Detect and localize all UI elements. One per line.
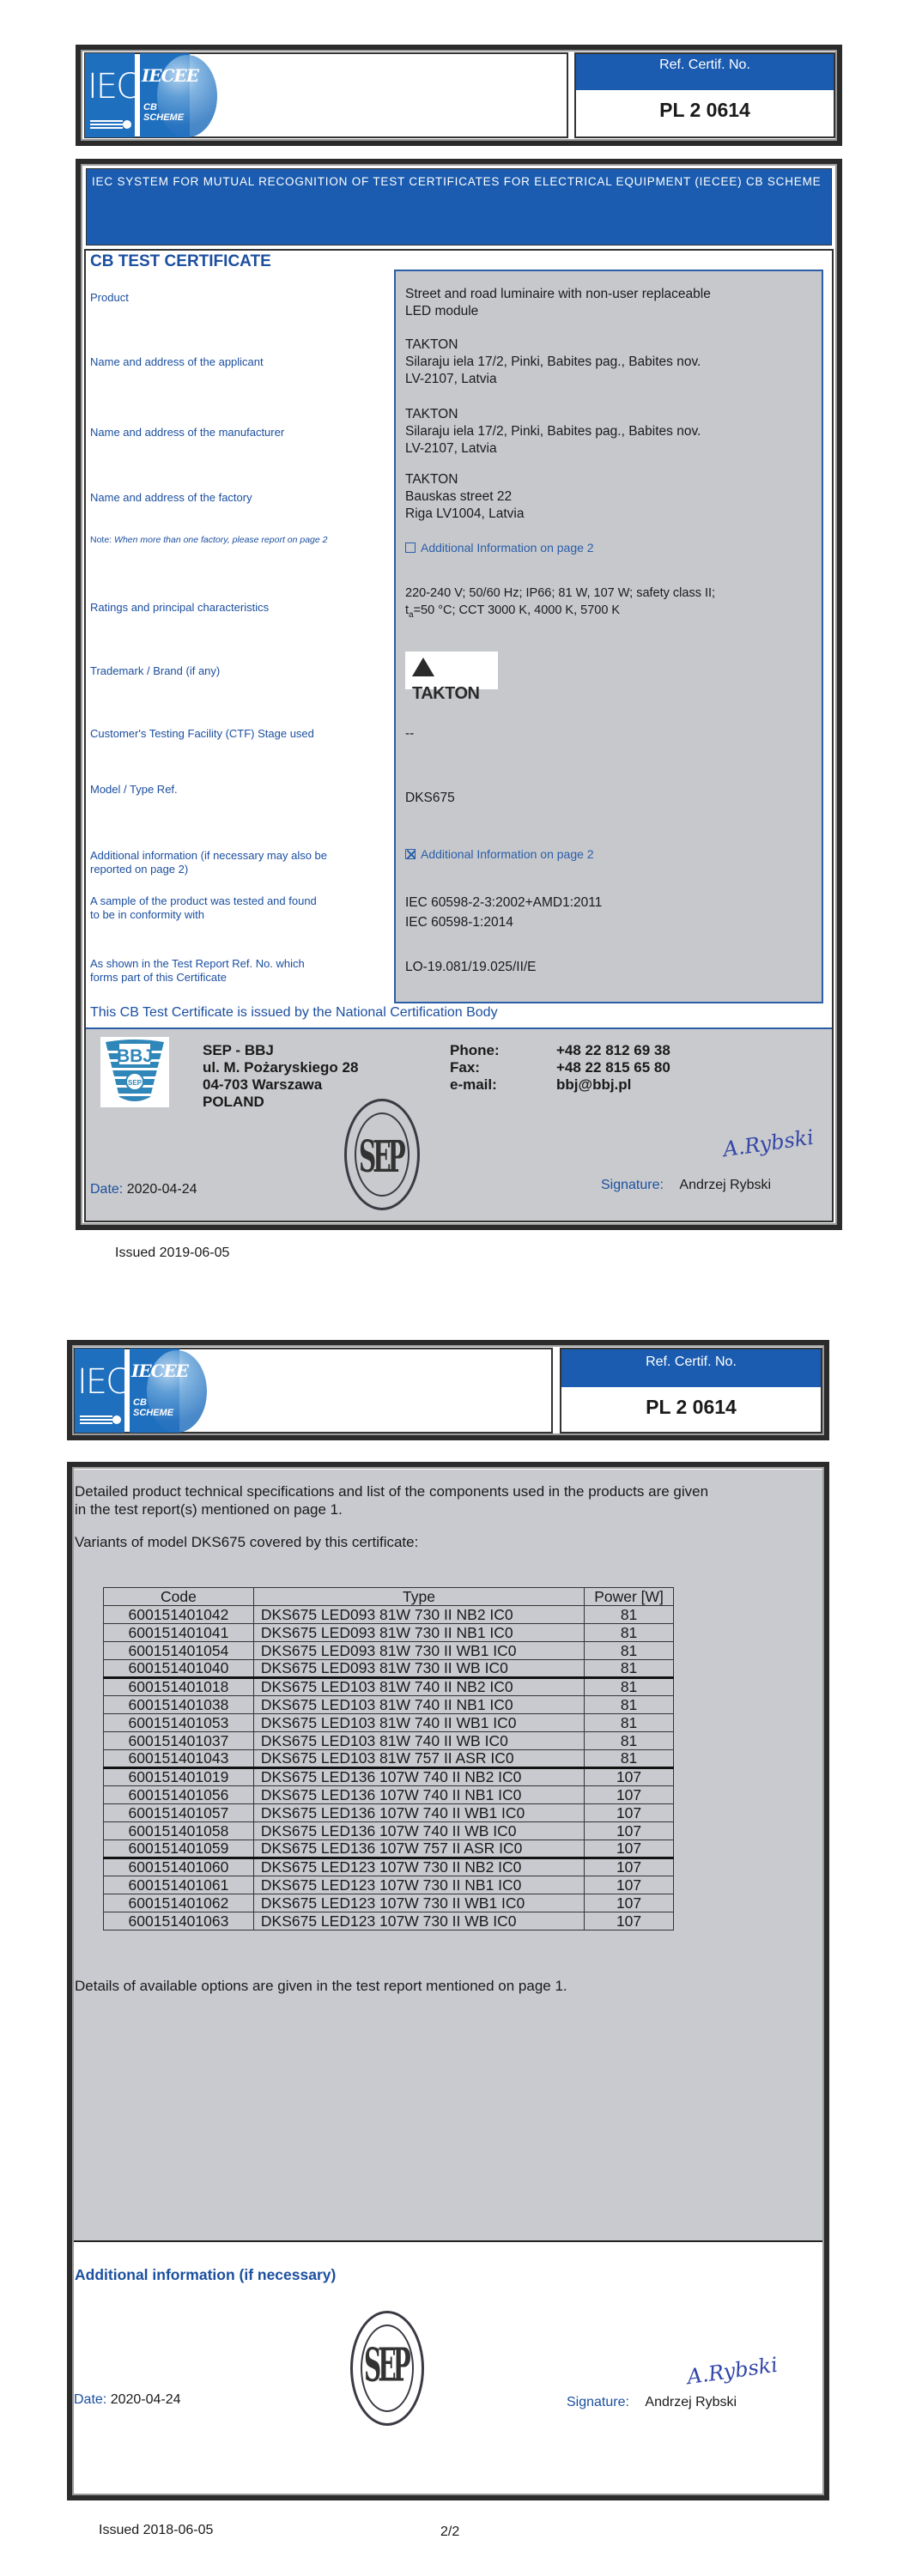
cell-code: 600151401038	[104, 1696, 254, 1714]
conformity-value	[405, 893, 602, 932]
ratings-value-line	[405, 602, 715, 624]
date-value: 2020-04-24	[110, 2392, 181, 2407]
model-label: Model / Type Ref.	[90, 783, 178, 796]
trademark-label: Trademark / Brand (if any)	[90, 664, 221, 677]
cell-power: 107	[585, 1894, 674, 1912]
table-row	[104, 1894, 674, 1912]
takton-brand-logo	[405, 652, 498, 703]
issuer-address-line: POLAND	[203, 1094, 264, 1110]
scheme-banner	[86, 168, 832, 245]
ref-label-band-2	[561, 1349, 821, 1387]
variants-table-header	[104, 1588, 674, 1606]
bbj-logo-sep-text: SEP	[127, 1079, 143, 1087]
iec-logo-text: IEC	[88, 67, 138, 106]
applicant-value-line: TAKTON	[405, 337, 458, 352]
factory-note-prefix: Note:	[90, 535, 112, 545]
factory-note	[90, 533, 328, 547]
factory-additional-info[interactable]	[405, 541, 594, 555]
manufacturer-label: Name and address of the manufacturer	[90, 426, 285, 439]
cell-code: 600151401053	[104, 1714, 254, 1732]
iec-logo-line	[80, 1422, 112, 1424]
test-report-label-line: forms part of this Certificate	[90, 971, 227, 984]
iecee-logo-text: IECEE	[142, 65, 199, 86]
cell-code: 600151401063	[104, 1912, 254, 1930]
manufacturer-value	[405, 406, 701, 458]
cb-logo-text: CB	[133, 1397, 147, 1408]
page2-intro	[75, 1482, 708, 1518]
conformity-label	[90, 894, 382, 922]
ratings-value	[405, 585, 715, 624]
standard-line: IEC 60598-1:2014	[405, 915, 513, 930]
iecee-logo-text: IECEE	[131, 1361, 189, 1381]
cell-type: DKS675 LED136 107W 740 II NB2 IC0	[253, 1768, 584, 1786]
additional-info-label-line: Additional information (if necessary may also be	[90, 849, 328, 862]
takton-triangle-icon	[412, 658, 434, 676]
sep-stamp-2-text: SEP	[364, 2338, 408, 2392]
signature-block	[601, 1178, 771, 1193]
scheme-logo-text: SCHEME	[143, 112, 185, 123]
table-row	[104, 1714, 674, 1732]
cell-type: DKS675 LED123 107W 730 II NB2 IC0	[253, 1858, 584, 1876]
date-label: Date:	[74, 2392, 107, 2407]
manufacturer-value-line: LV-2107, Latvia	[405, 441, 497, 456]
issued-date-page2: Issued 2018-06-05	[99, 2523, 214, 2537]
ref-label-band	[576, 54, 834, 90]
iec-logo-line	[90, 127, 123, 129]
cell-type: DKS675 LED093 81W 730 II NB2 IC0	[253, 1606, 584, 1624]
table-row	[104, 1696, 674, 1714]
manufacturer-value-line: TAKTON	[405, 407, 458, 421]
product-value-line: Street and road luminaire with non-user replaceable	[405, 287, 711, 301]
cell-power: 107	[585, 1876, 674, 1894]
iec-logo	[85, 53, 138, 137]
factory-label: Name and address of the factory	[90, 491, 252, 504]
cell-type: DKS675 LED093 81W 730 II NB1 IC0	[253, 1624, 584, 1642]
cell-code: 600151401056	[104, 1786, 254, 1804]
table-row	[104, 1768, 674, 1786]
scheme-banner-text: IEC SYSTEM FOR MUTUAL RECOGNITION OF TEST CERTIFICATES FOR ELECTRICAL EQUIPMENT (IECEE) CB SCHEME	[92, 175, 822, 188]
cell-code: 600151401059	[104, 1840, 254, 1858]
ctf-label: Customer's Testing Facility (CTF) Stage used	[90, 727, 314, 740]
factory-additional-checkbox[interactable]	[405, 542, 416, 553]
scheme-logo-text: SCHEME	[133, 1408, 174, 1418]
issued-by-text: This CB Test Certificate is issued by the National Certification Body	[90, 1005, 498, 1020]
table-row	[104, 1786, 674, 1804]
intro-line: Detailed product technical specifications and list of the components used in the products are given	[75, 1483, 709, 1500]
sep-stamp-text: SEP	[359, 1131, 403, 1183]
cell-power: 81	[585, 1696, 674, 1714]
conformity-label-line: A sample of the product was tested and found	[90, 894, 317, 907]
cell-type: DKS675 LED093 81W 730 II WB1 IC0	[253, 1642, 584, 1660]
test-report-label	[90, 957, 382, 985]
factory-value-line: TAKTON	[405, 472, 458, 487]
factory-value	[405, 471, 524, 523]
table-row	[104, 1732, 674, 1750]
cell-code: 600151401061	[104, 1876, 254, 1894]
cell-code: 600151401058	[104, 1822, 254, 1840]
cell-code: 600151401037	[104, 1732, 254, 1750]
cell-code: 600151401018	[104, 1678, 254, 1696]
cell-code: 600151401054	[104, 1642, 254, 1660]
iec-logo-line	[80, 1415, 112, 1417]
iecee-logo-2	[130, 1349, 189, 1433]
column-header-power: Power [W]	[585, 1588, 674, 1606]
iec-logo-line	[90, 120, 123, 122]
manufacturer-value-line: Silaraju iela 17/2, Pinki, Babites pag., Babites nov.	[405, 424, 701, 439]
factory-additional-text: Additional Information on page 2	[421, 541, 594, 555]
applicant-value-line: Silaraju iela 17/2, Pinki, Babites pag., Babites nov.	[405, 355, 701, 369]
table-row	[104, 1876, 674, 1894]
cell-type: DKS675 LED136 107W 740 II NB1 IC0	[253, 1786, 584, 1804]
phone-value: +48 22 812 69 38	[556, 1042, 670, 1058]
cell-type: DKS675 LED123 107W 730 II WB IC0	[253, 1912, 584, 1930]
product-label: Product	[90, 291, 129, 304]
iecee-logo	[140, 53, 199, 137]
cell-type: DKS675 LED103 81W 757 II ASR IC0	[253, 1750, 584, 1768]
table-row	[104, 1606, 674, 1624]
ref-number-2: PL 2 0614	[646, 1396, 737, 1418]
issuer-address	[203, 1042, 358, 1111]
cell-code: 600151401040	[104, 1660, 254, 1678]
intro-line: in the test report(s) mentioned on page 1.	[75, 1501, 343, 1518]
issuer-address-line: ul. M. Pożaryskiego 28	[203, 1059, 359, 1076]
cell-code: 600151401043	[104, 1750, 254, 1768]
date-label: Date:	[90, 1182, 124, 1197]
cell-power: 81	[585, 1750, 674, 1768]
takton-brand-text: TAKTON	[412, 684, 480, 703]
cell-type: DKS675 LED103 81W 740 II WB1 IC0	[253, 1714, 584, 1732]
signature-name: Andrzej Rybski	[645, 2395, 737, 2409]
applicant-value-line: LV-2107, Latvia	[405, 372, 497, 386]
bbj-logo	[100, 1037, 169, 1107]
table-row	[104, 1678, 674, 1696]
ref-label: Ref. Certif. No.	[659, 58, 750, 72]
issued-date-page1: Issued 2019-06-05	[115, 1246, 230, 1260]
cell-power: 107	[585, 1768, 674, 1786]
standard-line: IEC 60598-2-3:2002+AMD1:2011	[405, 895, 603, 910]
phone-label: Phone:	[450, 1042, 500, 1058]
cell-code: 600151401057	[104, 1804, 254, 1822]
factory-value-line: Bauskas street 22	[405, 489, 513, 504]
signature-label: Signature:	[567, 2395, 629, 2409]
ratings-value-line: 220-240 V; 50/60 Hz; IP66; 81 W, 107 W; safety class II;	[405, 586, 716, 600]
ratings-ta-sub: a	[409, 609, 414, 620]
additional-info-value[interactable]	[405, 847, 594, 861]
cell-power: 107	[585, 1912, 674, 1930]
cell-type: DKS675 LED103 81W 740 II WB IC0	[253, 1732, 584, 1750]
variants-table	[103, 1587, 674, 1930]
applicant-label: Name and address of the applicant	[90, 355, 264, 368]
table-row	[104, 1750, 674, 1768]
cell-power: 81	[585, 1732, 674, 1750]
issuer-address-line: SEP - BBJ	[203, 1042, 274, 1058]
bbj-logo-text: BBJ	[116, 1046, 154, 1066]
email-value[interactable]: bbj@bbj.pl	[556, 1076, 632, 1093]
factory-value-line: Riga LV1004, Latvia	[405, 506, 525, 521]
cell-power: 107	[585, 1786, 674, 1804]
cell-type: DKS675 LED103 81W 740 II NB2 IC0	[253, 1678, 584, 1696]
cell-type: DKS675 LED123 107W 730 II NB1 IC0	[253, 1876, 584, 1894]
variants-heading: Variants of model DKS675 covered by this certificate:	[75, 1534, 419, 1550]
factory-note-text: When more than one factory, please report on page 2	[114, 535, 328, 545]
iec-logo-dot	[112, 1415, 121, 1424]
applicant-value	[405, 336, 701, 388]
test-report-label-line: As shown in the Test Report Ref. No. which	[90, 957, 305, 970]
model-value: DKS675	[405, 791, 455, 805]
iec-logo-2	[75, 1349, 128, 1433]
cell-code: 600151401042	[104, 1606, 254, 1624]
date-value: 2020-04-24	[126, 1182, 197, 1197]
cell-type: DKS675 LED136 107W 740 II WB1 IC0	[253, 1804, 584, 1822]
table-row	[104, 1858, 674, 1876]
cell-power: 81	[585, 1714, 674, 1732]
ref-number: PL 2 0614	[659, 99, 750, 121]
table-row	[104, 1912, 674, 1930]
additional-info-text: Additional Information on page 2	[421, 847, 594, 861]
cell-type: DKS675 LED103 81W 740 II NB1 IC0	[253, 1696, 584, 1714]
fax-value: +48 22 815 65 80	[556, 1059, 670, 1076]
table-row	[104, 1624, 674, 1642]
cell-power: 81	[585, 1642, 674, 1660]
ratings-ta-rest: =50 °C; CCT 3000 K, 4000 K, 5700 K	[413, 603, 621, 617]
cell-power: 107	[585, 1822, 674, 1840]
cell-type: DKS675 LED136 107W 757 II ASR IC0	[253, 1840, 584, 1858]
product-value-line: LED module	[405, 304, 479, 318]
issuer-address-line: 04-703 Warszawa	[203, 1076, 323, 1093]
table-row	[104, 1822, 674, 1840]
cb-logo-text: CB	[143, 102, 157, 112]
cell-power: 107	[585, 1840, 674, 1858]
cell-power: 81	[585, 1678, 674, 1696]
iec-logo-line	[80, 1419, 112, 1421]
ctf-value: --	[405, 726, 415, 741]
table-row	[104, 1660, 674, 1678]
options-note: Details of available options are given in the test report mentioned on page 1.	[75, 1978, 567, 1994]
signature-label: Signature:	[601, 1178, 664, 1192]
column-header-code: Code	[104, 1588, 254, 1606]
date-block	[90, 1182, 197, 1197]
iec-logo-text: IEC	[77, 1362, 128, 1402]
signature-name: Andrzej Rybski	[679, 1178, 772, 1192]
cell-code: 600151401060	[104, 1858, 254, 1876]
signature-scribble: A.Rybski	[721, 1124, 816, 1162]
cell-power: 107	[585, 1804, 674, 1822]
cell-code: 600151401019	[104, 1768, 254, 1786]
page-number: 2/2	[440, 2524, 460, 2539]
additional-info-heading: Additional information (if necessary)	[75, 2266, 337, 2283]
additional-info-checkbox[interactable]	[405, 849, 416, 859]
cell-code: 600151401041	[104, 1624, 254, 1642]
certificate-title: CB TEST CERTIFICATE	[90, 252, 271, 270]
conformity-label-line: to be in conformity with	[90, 908, 204, 921]
ratings-ta-t: t	[405, 603, 410, 617]
table-row	[104, 1840, 674, 1858]
iec-logo-dot	[123, 120, 131, 129]
ref-label-2: Ref. Certif. No.	[646, 1355, 737, 1369]
contact-values	[556, 1042, 670, 1094]
cell-power: 81	[585, 1660, 674, 1678]
cell-power: 81	[585, 1606, 674, 1624]
table-row	[104, 1804, 674, 1822]
table-row	[104, 1642, 674, 1660]
additional-info-label-line: reported on page 2)	[90, 863, 189, 876]
column-header-type: Type	[253, 1588, 584, 1606]
additional-info-label	[90, 849, 382, 876]
cell-type: DKS675 LED136 107W 740 II WB IC0	[253, 1822, 584, 1840]
signature-scribble-2: A.Rybski	[685, 2352, 780, 2390]
cell-power: 107	[585, 1858, 674, 1876]
fax-label: Fax:	[450, 1059, 480, 1076]
page2-signature-block	[567, 2395, 737, 2410]
iec-logo-line	[90, 124, 123, 125]
page2-date-block	[74, 2392, 181, 2408]
ratings-label: Ratings and principal characteristics	[90, 601, 270, 614]
email-label: e-mail:	[450, 1076, 497, 1093]
cell-type: DKS675 LED093 81W 730 II WB IC0	[253, 1660, 584, 1678]
cell-type: DKS675 LED123 107W 730 II WB1 IC0	[253, 1894, 584, 1912]
test-report-value: LO-19.081/19.025/II/E	[405, 960, 537, 974]
cell-code: 600151401062	[104, 1894, 254, 1912]
product-value	[405, 286, 711, 320]
cell-power: 81	[585, 1624, 674, 1642]
contact-labels	[450, 1042, 500, 1094]
